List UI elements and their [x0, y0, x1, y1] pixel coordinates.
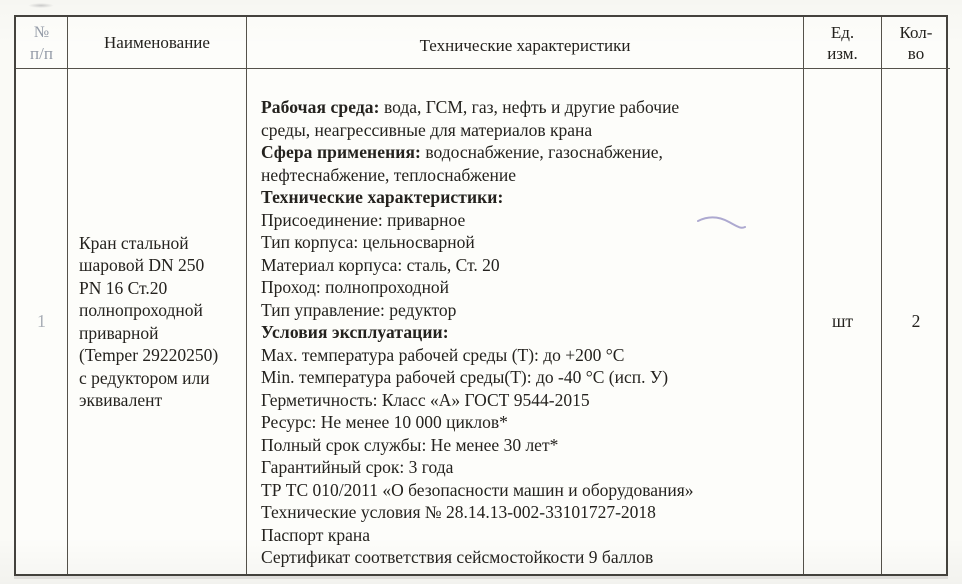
- header-num-line2: п/п: [30, 43, 53, 63]
- spec-line: нефтеснабжение, теплоснабжение: [261, 164, 516, 185]
- spec-table: [14, 15, 948, 576]
- header-num-line1: №: [33, 23, 50, 41]
- header-unit-line1: Ед.: [830, 22, 855, 42]
- item-spec-cell: [247, 69, 804, 574]
- column-header-num: [16, 17, 68, 69]
- spec-line: Герметичность: Класс «А» ГОСТ 9544-2015: [261, 389, 590, 410]
- item-unit-cell: [804, 69, 882, 574]
- item-name-line: PN 16 Ст.20: [79, 277, 168, 298]
- item-name-line: с редуктором или: [79, 367, 210, 388]
- spec-line: Полный срок службы: Не менее 30 лет*: [261, 434, 559, 455]
- header-qty-line1: Кол-: [899, 22, 933, 42]
- item-name-line: Кран стальной: [79, 232, 189, 253]
- row-number: 1: [37, 311, 46, 331]
- header-qty-line2: во: [907, 43, 925, 63]
- spec-line: Технические характеристики:: [261, 187, 504, 207]
- row-number-cell: [16, 69, 68, 574]
- spec-line: среды, неагрессивные для материалов крана: [261, 119, 593, 140]
- spec-line: Гарантийный срок: 3 года: [261, 457, 454, 477]
- spec-line: Min. температура рабочей среды(Т): до -40 °С (исп. У): [261, 367, 669, 387]
- spec-line: Материал корпуса: сталь, Ст. 20: [261, 254, 500, 275]
- spec-line: Технические условия № 28.14.13-002-33101727-2018: [261, 502, 656, 522]
- column-header-spec: [247, 17, 804, 69]
- column-header-unit: [804, 17, 882, 69]
- item-name-line: (Temper 29220250): [79, 345, 219, 365]
- item-name-line: приварной: [79, 322, 159, 343]
- spec-line: Паспорт крана: [261, 524, 370, 545]
- item-name-cell: [68, 69, 247, 574]
- header-spec-label: Технические характеристики: [419, 36, 631, 55]
- spec-line: Условия эксплуатации:: [261, 322, 449, 342]
- spec-line: Присоединение: приварное: [261, 209, 466, 230]
- header-unit-line2: изм.: [827, 43, 858, 63]
- spec-line: Ресурс: Не менее 10 000 циклов*: [261, 412, 508, 432]
- item-qty: 2: [911, 311, 921, 331]
- spec-line: Тип управление: редуктор: [261, 299, 457, 320]
- item-unit: шт: [831, 311, 854, 331]
- column-header-name: [68, 17, 247, 69]
- item-qty-cell: [882, 69, 950, 574]
- spec-line: Сфера применения: водоснабжение, газоснабжение,: [261, 142, 663, 162]
- spec-line: Рабочая среда: вода, ГСМ, газ, нефть и другие рабочие: [261, 97, 680, 117]
- spec-line: Проход: полнопроходной: [261, 277, 450, 297]
- item-name-line: полнопроходной: [79, 300, 203, 320]
- column-header-qty: [882, 17, 950, 69]
- spec-line: Сертификат соответствия сейсмостойкости 9 баллов: [261, 547, 654, 567]
- spec-line: Тип корпуса: цельносварной: [261, 232, 475, 252]
- header-name-label: Наименование: [104, 33, 210, 52]
- spec-line: Max. температура рабочей среды (Т): до +200 °С: [261, 344, 625, 365]
- spec-line: ТР ТС 010/2011 «О безопасности машин и оборудования»: [261, 479, 694, 500]
- item-name-line: эквивалент: [79, 390, 163, 410]
- scan-noise: [28, 3, 54, 8]
- item-name-line: шаровой DN 250: [79, 255, 205, 275]
